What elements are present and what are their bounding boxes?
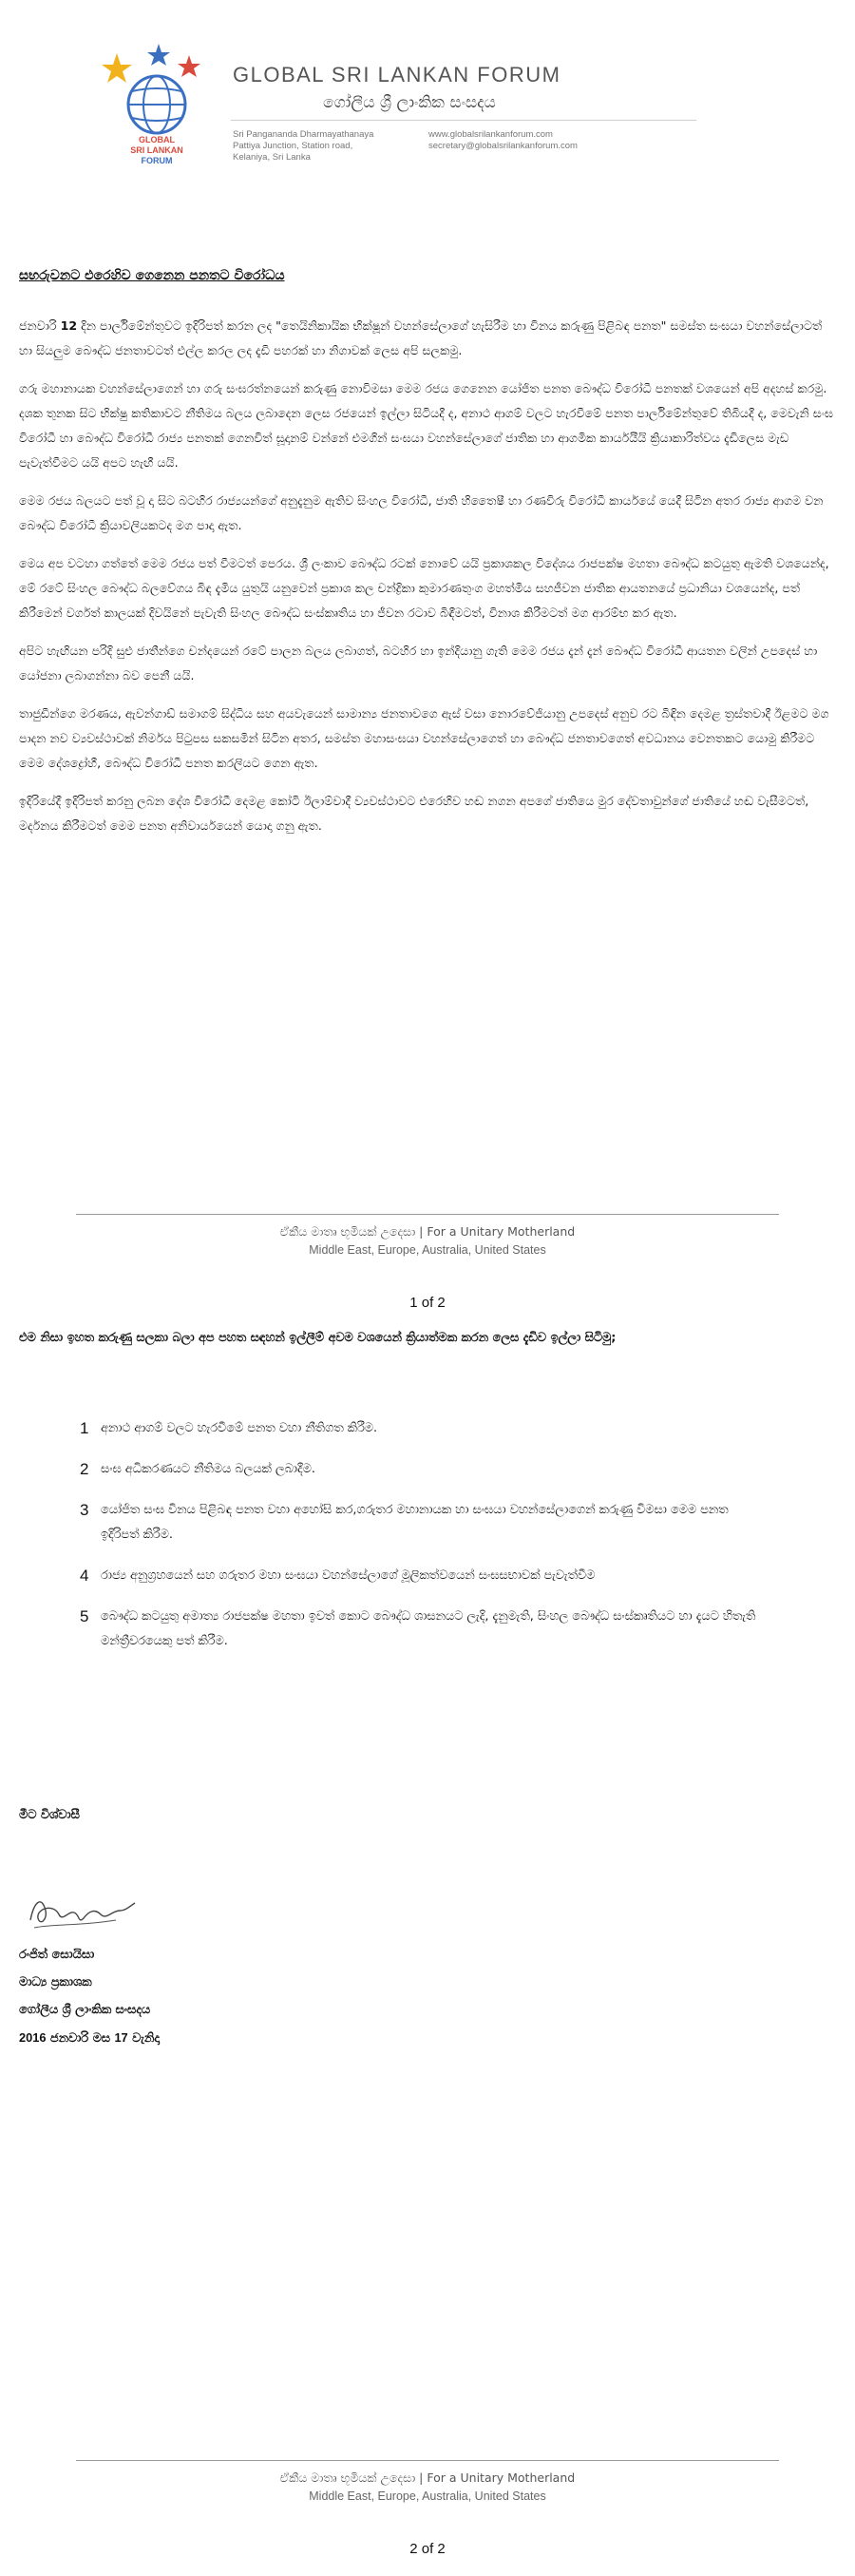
requests-list [80,1416,770,1670]
letter-body [19,314,836,852]
forum-globe-logo [90,36,223,169]
signatory-role: මාධ්‍ය ප්‍රකාශක [19,1975,92,1990]
signature-block [19,1941,160,2052]
org-address: Sri Pangananda Dharmayathanaya Pattiya Junction, Station road, Kelaniya, Sri Lanka [233,129,374,163]
body-paragraph-7: ඉදිරියේදී ඉදිරිපත් කරනු ලබන දේශ විරෝධී දෙමළ කෝටි ඊලාම්වාදී ව්‍යවස්ථාවට එරෙහිව හඬ නගන අපගේ ජාතියෙ මුර දේවතාවුන්ගේ ජාතියේ හඬ වැසීමටත්, මර්දනය කිරීමටත් මෙම පනත අනිවාර්යයෙන් යොදා ගනු ඇත. [19,794,809,833]
list-item: 2 සංඝ අධිකරණයට නීතිමය බලයක් ලබාදීම. [80,1460,315,1478]
email-link[interactable]: secretary@globalsrilankanforum.com [428,141,578,151]
page-footer [0,1214,855,1257]
list-item: 5 බෞද්ධ කටයුතු අමාත්‍ය රාජපක්ෂ මහතා ඉවත් කොට බෞද්ධ ශාසනයට ලැදි, දැනුමැති, සිංහල බෞද්ධ සංස්කෘතියට හා දැයට හිතැති මන්ත්‍රීවරයෙකු පත් කිරීම. [80,1607,756,1648]
body-paragraph-1: ජනවාරි 12 දින පාර්ලිමේන්තුවට ඉදිරිපත් කරන ලද "තෙයිනිකායික භික්ෂූන් වහන්සේලාගේ හැසිරීම හා විනය කරුණු පිළිබඳ පනත" සමස්ත සංඝයා වහන්සේලාටත් හා සියලුම බෞද්ධ ජනතාවටත් එල්ල කරල ලද දැඩි පහරක් හා නිගාවක් ලෙස අපි සලකමු. [19,318,823,357]
signatory-org: ගෝලීය ශ්‍රී ලාංකික සංසදය [19,2003,151,2017]
letterhead [90,36,660,169]
body-paragraph-4: මෙය අප වටහා ගත්තේ මෙම රජය පත් වීමටත් පෙරය. ශ්‍රී ලංකාව බෞද්ධ රටක් නොවේ යයි ප්‍රකාශකල විදේශය රාජපක්ෂ මහතා බෞද්ධ කටයුතු ඇමති වශයෙන්ද, මේ රටේ සිංහල බෞද්ධ බලවේගය බිඳ දැමිය යුතුයි යනුවෙන් ප්‍රකාශ කල චන්ද්‍රිකා කුමාරණතුංග මහත්මිය සහජීවන ජාතික ආයතනයේ ප්‍රධානියා වශයෙන්ද, පත් කිරීමෙන් වර්ගත් කාලයක් දිවයිනේ පැවැති සිංහල බෞද්ධ සංස්කෘතිය හා ජීවන රටාව බිඳීමටත්, විනාශ කිරීමටත් මග ආරම්භ කර ඇත. [19,556,829,620]
footer-motto: ඒකීය මාතෘ භූමියක් උදෙසා | For a Unitary Motherland [279,2470,576,2485]
closing-line: මීට විශ්වාසී [19,1808,80,1822]
org-name-sinhala: ගෝලීය ශ්‍රී ලාංකික සංසදය [323,93,496,112]
footer-divider [76,1214,779,1215]
body-paragraph-6: තාජුඩීන්ගෙ මරණය, ඇවන්ගාඩ් සමාගම් සිද්ධිය සහ අයවැයෙන් සාමාන්‍ය ජනතාවගෙ ඇස් වසා නොරවේජියානු උපදෙස් අනුව රට බිඳින දෙමළ ත්‍රස්තවාදී ඊළමට මග පාදන නව ව්‍යවස්ථාවක් නිර්මය පිටුපස සකසමින් සිටින අතර, සමස්ත මහාසංඝයා වහන්සේලාගෙත් හා බෞද්ධ ජනතාවගෙත් අවධානය වෙනතකට යොමු කිරීමට මෙම දේශද්‍රෝහී, බෞද්ධ විරෝධී පනත කරලියට ගෙන ඇත. [19,706,829,770]
svg-text:FORUM: FORUM [141,156,173,165]
letter-subject: සභරුවනට එරෙහිව ගෙනෙන පනතට විරෝධය [19,268,285,283]
list-item: 4 රාජ්‍ය අනුග්‍රහයෙන් සහ ගරුතර මහා සංඝයා වහන්සේලාගේ මූලිකත්වයෙන් සංඝසභාවක් පැවැත්වීම [80,1567,596,1585]
page-number: 1 of 2 [409,1295,446,1311]
svg-text:GLOBAL: GLOBAL [139,135,175,144]
footer-regions: Middle East, Europe, Australia, United States [309,1243,546,1257]
footer-divider [76,2460,779,2461]
website-link[interactable]: www.globalsrilankanforum.com [428,129,553,140]
page-footer [0,2460,855,2503]
letter-date: 2016 ජනවාරි මස 17 වැනිදා [19,2030,160,2046]
org-name: GLOBAL SRI LANKAN FORUM [233,63,561,87]
footer-regions: Middle East, Europe, Australia, United States [309,2489,546,2503]
signatory-name: රංජිත් සොයිසා [19,1948,95,1962]
list-item: 1 අනාථ ආගම් වලට හැරවීමේ පනත වහා නීතිගත කිරීම. [80,1419,378,1437]
list-item: 3 යෝජිත සංඝ විනය පිළිබඳ පනත වහා අහෝසි කර,ගරුතර මහානායක හා සංඝයා වහන්සේලාගෙන් කරුණු විමසා මෙම පනත ඉදිරිපත් කිරීම. [80,1501,729,1542]
footer-motto: ඒකීය මාතෘ භූමියක් උදෙසා | For a Unitary Motherland [279,1224,576,1239]
requests-intro: එම නිසා ඉහත කරුණු සලකා බලා අප පහත සඳහන් ඉල්ලීම් අවම වශයෙන් ක්‍රියාත්මක කරන ලෙස දැඩිව ඉල්ලා සිටිමු; [19,1331,617,1345]
svg-text:SRI LANKAN: SRI LANKAN [130,145,183,155]
body-paragraph-5: අපිට හැඟියන පරිදි සුළු ජාතීන්ගෙ චන්දයෙන් රටේ පාලන බලය ලබාගත්, බටහිර හා ඉන්දියානු ගැති මෙම රජය දැන් දැන් බෞද්ධ විරෝධී ආයතන වලින් උපදෙස් හා යෝජනා ලබාගන්නා බව පෙනී යයි. [19,644,818,682]
handwritten-signature [25,1882,139,1939]
letter-page-2 [0,1326,855,2576]
page-number: 2 of 2 [409,2541,446,2557]
org-contact [428,129,578,152]
body-paragraph-2: ගරු මහානායක වහන්සේලාගෙන් හා ගරු සංඝරත්නයෙන් කරුණු නොවිමසා මෙම රජය ගෙනෙන යෝජිත පනත බෞද්ධ විරෝධී පනතක් වශයෙන් අපි අදහස් කරමු. දශක තුනක සිට භික්ෂු කතිකාවට නීතිමය බලය ලබාදෙන ලෙස රජයෙන් ඉල්ලා සිටියදී ද, අනාථ ආගම් වලට හැරවීමේ පනත පාර්ලිමේන්තුවේ තිබියදී ද, මෙවැනි සංඝ විරෝධී හා බෞද්ධ විරෝධී රාජ්‍ය පනතක් ගෙනවිත් සූදානම් වන්නේ එමගින් සංඝයා වහන්සේලාගේ ජාතික හා ආගමික කාර්යයීයි ක්‍රියාකාරිත්වය දැඩිලෙස මැඩ පැවැත්වීමට යයි අපට හැඟී යයි. [19,381,834,470]
letterhead-divider [231,120,696,121]
body-paragraph-3: මෙම රජය බලයට පත් වූ දා සිට බටහිර රාජ්‍යයන්ගේ අනුදැනුම ඇතිව සිංහල විරෝධී, ජාති හිතෛෂී හා රණවිරු විරෝධී කාර්යයේ යෙදී සිටින අතර රාජ්‍ය ආගම වන බෞද්ධ විරෝධී ක්‍රියාවලියකටද මග පාදා ඇත. [19,493,824,532]
